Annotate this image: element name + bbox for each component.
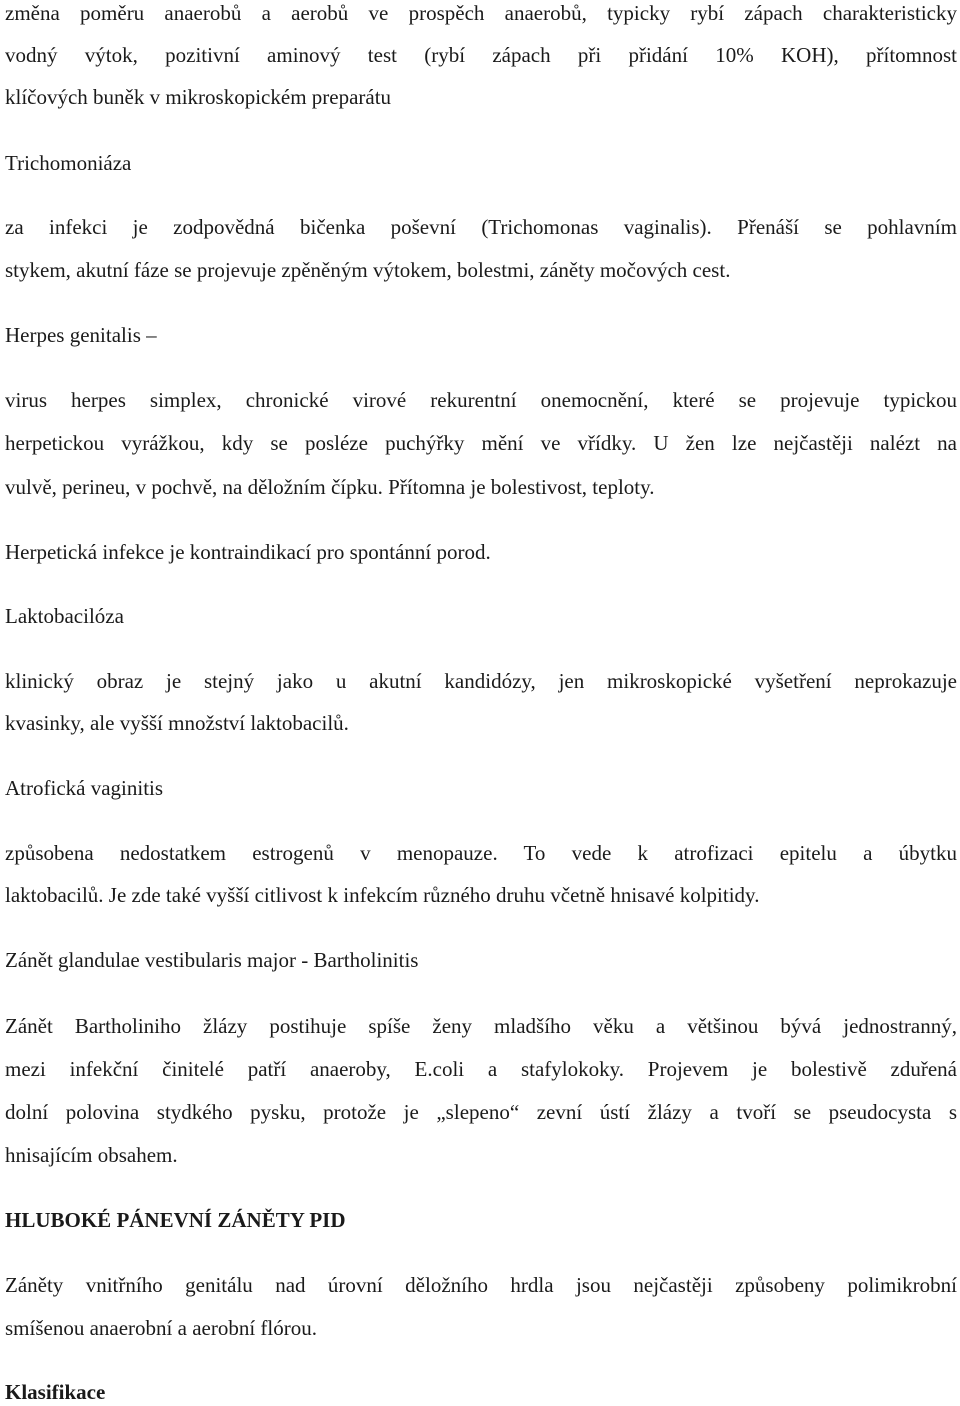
section-heading-pid: HLUBOKÉ PÁNEVNÍ ZÁNĚTY PID (5, 1208, 346, 1232)
paragraph-line: klinický obraz je stejný jako u akutní kandidózy, jen mikroskopické vyšetření neprokazuje (5, 669, 957, 693)
paragraph-line: stykem, akutní fáze se projevuje zpěněným výtokem, bolestmi, záněty močových cest. (5, 258, 731, 282)
paragraph-line: Zánět Bartholiniho žlázy postihuje spíše ženy mladšího věku a většinou bývá jednostranný, (5, 1014, 957, 1038)
section-heading-bartholinitis: Zánět glandulae vestibularis major - Bartholinitis (5, 948, 419, 972)
paragraph-line: vodný výtok, pozitivní aminový test (rybí zápach při přidání 10% KOH), přítomnost (5, 43, 957, 67)
paragraph-line: dolní polovina stydkého pysku, protože je „slepeno“ zevní ústí žlázy a tvoří se pseudocysta s (5, 1100, 957, 1124)
paragraph-line: změna poměru anaerobů a aerobů ve prospěch anaerobů, typicky rybí zápach charakteristicky (5, 1, 957, 25)
paragraph-line: Záněty vnitřního genitálu nad úrovní děložního hrdla jsou nejčastěji způsobeny polimikrobní (5, 1273, 957, 1297)
paragraph-line: laktobacilů. Je zde také vyšší citlivost k infekcím různého druhu včetně hnisavé kolpitidy. (5, 883, 760, 907)
section-heading-klasifikace: Klasifikace (5, 1380, 106, 1404)
paragraph-line: za infekci je zodpovědná bičenka poševní (Trichomonas vaginalis). Přenáší se pohlavním (5, 215, 957, 239)
section-heading-atroficka: Atrofická vaginitis (5, 776, 164, 800)
paragraph-line: způsobena nedostatkem estrogenů v menopauze. To vede k atrofizaci epitelu a úbytku (5, 841, 957, 865)
paragraph-line: kvasinky, ale vyšší množství laktobacilů. (5, 711, 349, 735)
section-heading-laktobaciloza: Laktobacilóza (5, 604, 124, 628)
paragraph-line: Herpetická infekce je kontraindikací pro spontánní porod. (5, 540, 491, 564)
paragraph-line: mezi infekční činitelé patří anaeroby, E.coli a stafylokoky. Projevem je bolestivě zduřená (5, 1057, 957, 1081)
paragraph-line: hnisajícím obsahem. (5, 1143, 178, 1167)
paragraph-line: vulvě, perineu, v pochvě, na děložním čípku. Přítomna je bolestivost, teploty. (5, 475, 655, 499)
paragraph-line: klíčových buněk v mikroskopickém preparátu (5, 85, 392, 109)
section-heading-herpes: Herpes genitalis – (5, 323, 157, 347)
paragraph-line: virus herpes simplex, chronické virové rekurentní onemocnění, které se projevuje typickou (5, 388, 957, 412)
paragraph-line: smíšenou anaerobní a aerobní flórou. (5, 1316, 317, 1340)
section-heading-trichomoniaza: Trichomoniáza (5, 151, 132, 175)
paragraph-line: herpetickou vyrážkou, kdy se posléze puchýřky mění ve vřídky. U žen lze nejčastěji nalézt na (5, 431, 957, 455)
